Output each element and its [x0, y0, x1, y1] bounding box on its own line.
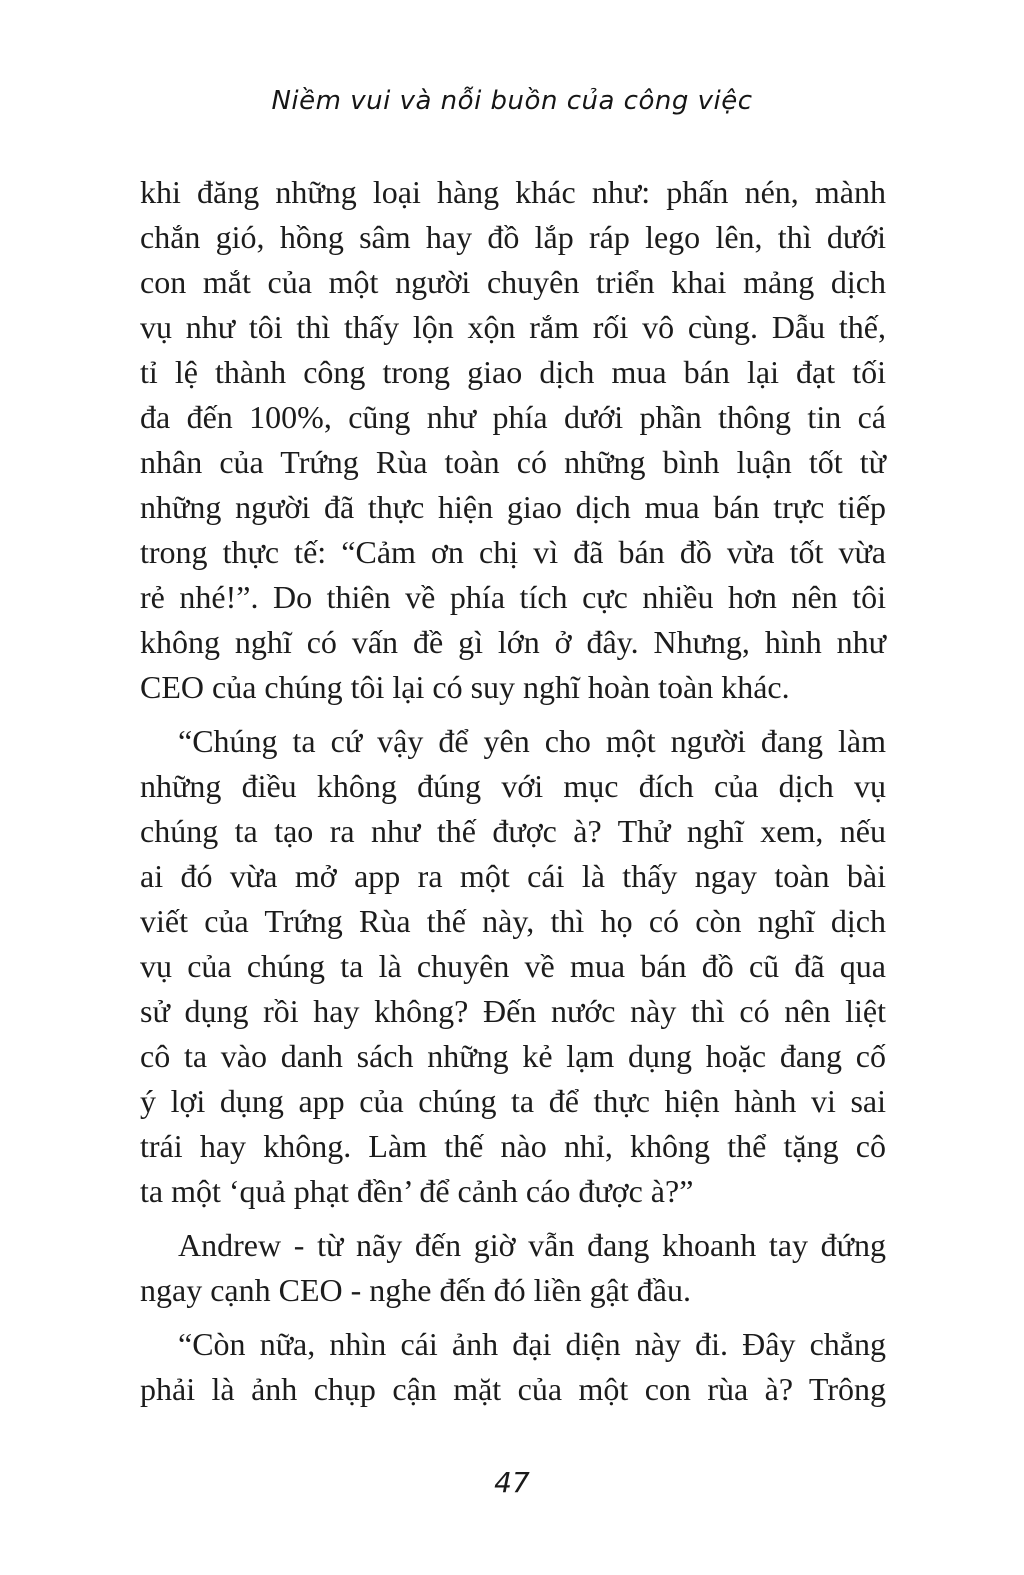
text-line: ngay cạnh CEO - nghe đến đó liền gật đầu. [140, 1272, 691, 1308]
text-line: tỉ lệ thành công trong giao dịch mua bán lại đạt tối [140, 354, 886, 390]
paragraph [140, 1223, 886, 1313]
text-line: ta một ‘quả phạt đền’ để cảnh cáo được à?” [140, 1173, 694, 1209]
text-line: khi đăng những loại hàng khác như: phấn nén, mành [140, 174, 886, 210]
text-line: những điều không đúng với mục đích của dịch vụ [140, 768, 886, 804]
page-number: 47 [494, 1466, 530, 1499]
running-header: Niềm vui và nỗi buồn của công việc [271, 86, 753, 116]
text-line: con mắt của một người chuyên triển khai mảng dịch [140, 264, 886, 300]
text-line: “Chúng ta cứ vậy để yên cho một người đang làm [178, 723, 886, 759]
text-line: không nghĩ có vấn đề gì lớn ở đây. Nhưng, hình như [140, 624, 886, 660]
text-line: vụ của chúng ta là chuyên về mua bán đồ cũ đã qua [140, 948, 886, 984]
text-line: phải là ảnh chụp cận mặt của một con rùa à? Trông [140, 1371, 886, 1407]
text-line: “Còn nữa, nhìn cái ảnh đại diện này đi. Đây chẳng [178, 1326, 886, 1362]
text-line: những người đã thực hiện giao dịch mua bán trực tiếp [140, 489, 886, 525]
text-line: vụ như tôi thì thấy lộn xộn rắm rối vô cùng. Dẫu thế, [140, 309, 886, 345]
text-line: cô ta vào danh sách những kẻ lạm dụng hoặc đang cố [140, 1038, 886, 1074]
text-line: chúng ta tạo ra như thế được à? Thử nghĩ xem, nếu [140, 813, 886, 849]
text-line: CEO của chúng tôi lại có suy nghĩ hoàn toàn khác. [140, 669, 790, 705]
text-line: trái hay không. Làm thế nào nhỉ, không thể tặng cô [140, 1128, 886, 1164]
text-line: đa đến 100%, cũng như phía dưới phần thông tin cá [140, 399, 886, 435]
paragraph [140, 170, 886, 710]
paragraph [140, 1322, 886, 1412]
text-line: trong thực tế: “Cảm ơn chị vì đã bán đồ vừa tốt vừa [140, 534, 886, 570]
text-line: sử dụng rồi hay không? Đến nước này thì có nên liệt [140, 993, 886, 1029]
body-text [140, 170, 886, 1412]
text-line: Andrew - từ nãy đến giờ vẫn đang khoanh tay đứng [178, 1227, 886, 1263]
paragraph [140, 719, 886, 1214]
text-line: ý lợi dụng app của chúng ta để thực hiện hành vi sai [140, 1083, 886, 1119]
text-line: nhân của Trứng Rùa toàn có những bình luận tốt từ [140, 444, 886, 480]
text-line: chắn gió, hồng sâm hay đồ lắp ráp lego lên, thì dưới [140, 219, 886, 255]
text-line: viết của Trứng Rùa thế này, thì họ có còn nghĩ dịch [140, 903, 886, 939]
text-line: rẻ nhé!”. Do thiên về phía tích cực nhiều hơn nên tôi [140, 579, 886, 615]
text-line: ai đó vừa mở app ra một cái là thấy ngay toàn bài [140, 858, 886, 894]
